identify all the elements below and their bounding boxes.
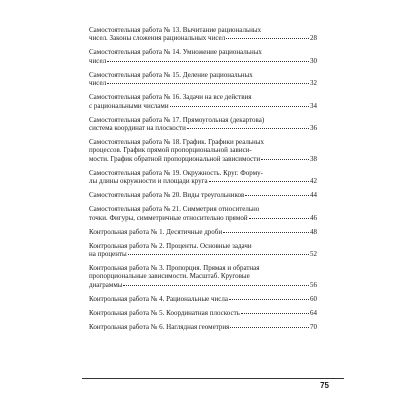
toc-entry-title-line: Контрольная работа № 2. Проценты. Основные задачи xyxy=(89,241,252,250)
toc-entry-last-line xyxy=(89,214,317,222)
toc-entry xyxy=(89,309,317,317)
dot-leader xyxy=(226,38,309,39)
toc-entry-last-line xyxy=(89,102,317,110)
dot-leader xyxy=(245,195,309,196)
toc-entry-page-number: 32 xyxy=(310,79,317,88)
toc-entry-title-line: точки. Фигуры, симметричные относительно прямой xyxy=(89,213,248,222)
toc-entry-title-line: Самостоятельная работа № 20. Виды треугольников xyxy=(89,191,245,200)
toc-entry-page-number: 56 xyxy=(310,280,317,289)
toc-entry-title-line: Контрольная работа № 5. Координатная плоскость xyxy=(89,308,240,317)
dot-leader xyxy=(107,83,309,84)
table-of-contents xyxy=(89,26,317,337)
dot-leader xyxy=(223,232,309,233)
toc-entry xyxy=(89,26,317,43)
toc-entry-title-line: Контрольная работа № 4. Рациональные числа xyxy=(89,294,229,303)
toc-entry-page-number: 60 xyxy=(310,294,317,303)
toc-entry-page-number: 70 xyxy=(310,322,317,331)
toc-entry-title-line: Самостоятельная работа № 16. Задачи на все действия xyxy=(89,93,252,102)
toc-entry-title-line: Самостоятельная работа № 21. Симметрия относительно xyxy=(89,205,260,214)
toc-entry-last-line xyxy=(89,250,317,258)
dot-leader xyxy=(261,159,309,160)
toc-entry-page-number: 30 xyxy=(310,56,317,65)
dot-leader xyxy=(123,285,309,286)
page-number: 75 xyxy=(320,381,329,390)
toc-entry-page-number: 44 xyxy=(310,191,317,200)
toc-entry-title-line: мости. График обратной пропорциональной зависимости xyxy=(89,154,261,163)
toc-entry-title-line: Контрольная работа № 6. Наглядная геометрия xyxy=(89,322,230,331)
toc-entry-title-line: процессов. График прямой пропорциональной зависи- xyxy=(89,146,252,155)
toc-entry xyxy=(89,323,317,331)
toc-entry-page-number: 52 xyxy=(310,250,317,259)
toc-entry xyxy=(89,228,317,236)
toc-entry-title-line: система координат на плоскости xyxy=(89,124,186,133)
toc-entry xyxy=(89,93,317,110)
dot-leader xyxy=(229,299,309,300)
toc-entry-last-line xyxy=(89,57,317,65)
toc-entry-title-line: Самостоятельная работа № 19. Окружность. Круг. Форму- xyxy=(89,168,263,177)
toc-entry-last-line xyxy=(89,309,317,317)
toc-entry-title-line: пропорциональные зависимости. Масштаб. Круговые xyxy=(89,272,250,281)
toc-entry-last-line xyxy=(89,124,317,132)
toc-entry-title-line: чисел xyxy=(89,79,107,88)
toc-entry xyxy=(89,191,317,199)
dot-leader xyxy=(107,61,309,62)
toc-entry xyxy=(89,138,317,163)
toc-entry-page-number: 36 xyxy=(310,124,317,133)
toc-entry-page-number: 28 xyxy=(310,34,317,43)
dot-leader xyxy=(230,327,309,328)
toc-entry-title-line: Самостоятельная работа № 13. Вычитание рациональных xyxy=(89,26,262,34)
toc-entry-page-number: 64 xyxy=(310,308,317,317)
toc-entry-title-line: диаграммы xyxy=(89,280,123,289)
toc-entry-title-line: Самостоятельная работа № 17. Прямоугольная (декартова) xyxy=(89,115,265,124)
toc-entry xyxy=(89,205,317,222)
dot-leader xyxy=(249,218,309,219)
toc-entry xyxy=(89,264,317,289)
toc-entry-last-line xyxy=(89,34,317,42)
dot-leader xyxy=(187,128,309,129)
toc-entry-title-line: Самостоятельная работа № 15. Деление рациональных xyxy=(89,70,253,79)
toc-entry xyxy=(89,242,317,259)
dot-leader xyxy=(209,181,309,182)
toc-entry-title-line: чисел xyxy=(89,56,107,65)
toc-entry-last-line xyxy=(89,177,317,185)
toc-entry xyxy=(89,169,317,186)
toc-entry-title-line: Самостоятельная работа № 18. График. Графики реальных xyxy=(89,138,265,147)
toc-entry xyxy=(89,295,317,303)
toc-entry-last-line xyxy=(89,295,317,303)
toc-entry-page-number: 34 xyxy=(310,101,317,110)
toc-entry-title-line: Контрольная работа № 3. Пропорция. Прямая и обратная xyxy=(89,264,260,273)
toc-entry-title-line: Контрольная работа № 1. Десятичные дроби xyxy=(89,227,223,236)
toc-entry-last-line xyxy=(89,228,317,236)
footer-rule xyxy=(82,378,344,379)
toc-entry-title-line: Самостоятельная работа № 14. Умножение рациональных xyxy=(89,48,262,57)
toc-entry-last-line xyxy=(89,79,317,87)
dot-leader xyxy=(241,313,309,314)
toc-entry-title-line: на проценты xyxy=(89,250,127,259)
toc-entry-last-line xyxy=(89,191,317,199)
toc-entry-page-number: 38 xyxy=(310,154,317,163)
toc-entry xyxy=(89,116,317,133)
dot-leader xyxy=(170,106,309,107)
toc-entry xyxy=(89,48,317,65)
toc-entry xyxy=(89,71,317,88)
toc-entry-last-line xyxy=(89,323,317,331)
toc-entry-last-line xyxy=(89,155,317,163)
toc-entry-title-line: с рациональными числами xyxy=(89,101,169,110)
toc-entry-page-number: 46 xyxy=(310,213,317,222)
toc-entry-page-number: 42 xyxy=(310,177,317,186)
dot-leader xyxy=(128,254,309,255)
toc-entry-last-line xyxy=(89,281,317,289)
toc-entry-page-number: 48 xyxy=(310,227,317,236)
toc-entry-title-line: лы длины окружности и площади круга xyxy=(89,177,208,186)
toc-entry-title-line: чисел. Законы сложения рациональных чисел xyxy=(89,34,226,43)
